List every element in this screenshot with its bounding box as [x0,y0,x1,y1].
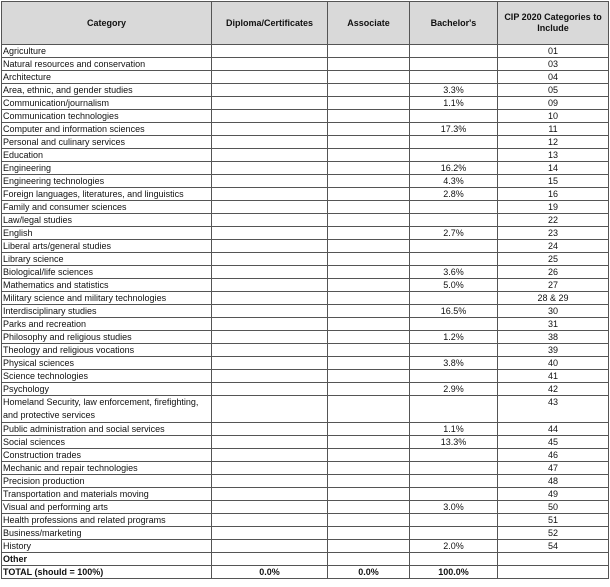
associate-cell [328,305,410,318]
category-cell: Architecture [2,71,212,84]
diploma-cell [212,253,328,266]
table-row [2,136,609,149]
bachelors-cell: 2.0% [410,540,498,553]
cip-code-cell: 22 [498,214,609,227]
bachelors-cell: 1.1% [410,423,498,436]
diploma-cell [212,527,328,540]
diploma-cell [212,45,328,58]
table-row [2,370,609,383]
cip-code-cell: 11 [498,123,609,136]
category-cell: Mathematics and statistics [2,279,212,292]
category-cell: Liberal arts/general studies [2,240,212,253]
cip-code-cell: 27 [498,279,609,292]
category-cell: Visual and performing arts [2,501,212,514]
table-row [2,475,609,488]
category-cell: Precision production [2,475,212,488]
category-cell: Foreign languages, literatures, and linguistics [2,188,212,201]
diploma-cell [212,110,328,123]
cip-code-cell: 51 [498,514,609,527]
diploma-cell [212,540,328,553]
associate-cell [328,279,410,292]
diploma-cell [212,227,328,240]
diploma-cell [212,514,328,527]
table-row [2,45,609,58]
bachelors-cell: 2.9% [410,383,498,396]
category-cell: Science technologies [2,370,212,383]
header-diploma: Diploma/Certificates [212,2,328,45]
table-row [2,201,609,214]
associate-cell [328,58,410,71]
cip-code-cell [498,553,609,566]
table-row [2,84,609,97]
diploma-cell [212,383,328,396]
table-row [2,240,609,253]
cip-code-cell: 04 [498,71,609,84]
diploma-cell [212,462,328,475]
category-cell: History [2,540,212,553]
category-cell: Biological/life sciences [2,266,212,279]
category-cell: Theology and religious vocations [2,344,212,357]
diploma-cell [212,318,328,331]
cip-code-cell: 46 [498,449,609,462]
table-row [2,214,609,227]
diploma-cell [212,188,328,201]
category-cell: Family and consumer sciences [2,201,212,214]
associate-cell [328,266,410,279]
category-cell: Other [2,553,212,566]
table-row [2,514,609,527]
bachelors-cell [410,475,498,488]
category-cell: Public administration and social services [2,423,212,436]
table-row [2,162,609,175]
diploma-cell [212,396,328,423]
table-row [2,97,609,110]
table-row [2,175,609,188]
table-row [2,527,609,540]
associate-cell [328,84,410,97]
table-row [2,396,609,423]
table-row [2,553,609,566]
bachelors-cell: 1.1% [410,97,498,110]
bachelors-cell: 2.8% [410,188,498,201]
cip-code-cell [498,566,609,579]
category-cell: Parks and recreation [2,318,212,331]
diploma-cell [212,305,328,318]
associate-cell [328,527,410,540]
bachelors-cell: 4.3% [410,175,498,188]
bachelors-cell [410,201,498,214]
associate-cell [328,396,410,423]
category-cell: Military science and military technologies [2,292,212,305]
category-cell: Personal and culinary services [2,136,212,149]
bachelors-cell [410,462,498,475]
associate-cell [328,162,410,175]
degree-category-table [1,1,609,579]
cip-code-cell: 50 [498,501,609,514]
associate-cell [328,344,410,357]
category-cell: Construction trades [2,449,212,462]
table-row [2,266,609,279]
bachelors-cell: 16.2% [410,162,498,175]
associate-cell [328,331,410,344]
category-cell: Interdisciplinary studies [2,305,212,318]
associate-cell [328,423,410,436]
cip-code-cell: 42 [498,383,609,396]
associate-cell [328,488,410,501]
bachelors-cell: 16.5% [410,305,498,318]
bachelors-cell [410,45,498,58]
associate-cell [328,292,410,305]
category-cell: Area, ethnic, and gender studies [2,84,212,97]
cip-code-cell: 01 [498,45,609,58]
cip-code-cell: 25 [498,253,609,266]
bachelors-cell [410,110,498,123]
table-row [2,292,609,305]
diploma-cell [212,58,328,71]
bachelors-cell [410,396,498,423]
category-cell: Transportation and materials moving [2,488,212,501]
cip-code-cell: 40 [498,357,609,370]
cip-code-cell: 43 [498,396,609,423]
associate-cell [328,240,410,253]
diploma-cell [212,84,328,97]
bachelors-cell [410,318,498,331]
table-row [2,383,609,396]
category-cell: Computer and information sciences [2,123,212,136]
diploma-cell [212,488,328,501]
table-row [2,123,609,136]
cip-code-cell: 54 [498,540,609,553]
table-row [2,110,609,123]
associate-cell: 0.0% [328,566,410,579]
associate-cell [328,188,410,201]
table-row [2,58,609,71]
cip-code-cell: 30 [498,305,609,318]
bachelors-cell [410,136,498,149]
diploma-cell [212,475,328,488]
bachelors-cell: 3.3% [410,84,498,97]
associate-cell [328,71,410,84]
diploma-cell [212,175,328,188]
category-cell: Social sciences [2,436,212,449]
cip-code-cell: 39 [498,344,609,357]
bachelors-cell [410,370,498,383]
category-cell: Communication/journalism [2,97,212,110]
category-cell: Law/legal studies [2,214,212,227]
header-bachelors: Bachelor's [410,2,498,45]
cip-code-cell: 19 [498,201,609,214]
diploma-cell [212,201,328,214]
bachelors-cell: 13.3% [410,436,498,449]
category-cell: Natural resources and conservation [2,58,212,71]
associate-cell [328,214,410,227]
category-cell: Engineering technologies [2,175,212,188]
cip-code-cell: 31 [498,318,609,331]
associate-cell [328,201,410,214]
cip-code-cell: 10 [498,110,609,123]
bachelors-cell [410,149,498,162]
bachelors-cell [410,71,498,84]
table-row [2,540,609,553]
category-cell: Physical sciences [2,357,212,370]
table-row [2,423,609,436]
category-cell: TOTAL (should = 100%) [2,566,212,579]
bachelors-cell: 3.6% [410,266,498,279]
bachelors-cell [410,553,498,566]
bachelors-cell: 2.7% [410,227,498,240]
cip-code-cell: 49 [498,488,609,501]
header-category: Category [2,2,212,45]
associate-cell [328,357,410,370]
cip-code-cell: 05 [498,84,609,97]
diploma-cell [212,149,328,162]
bachelors-cell [410,240,498,253]
cip-code-cell: 52 [498,527,609,540]
category-cell: Business/marketing [2,527,212,540]
diploma-cell [212,501,328,514]
diploma-cell [212,553,328,566]
diploma-cell [212,240,328,253]
diploma-cell [212,162,328,175]
diploma-cell [212,344,328,357]
bachelors-cell: 17.3% [410,123,498,136]
diploma-cell [212,136,328,149]
header-cip: CIP 2020 Categories to Include [498,2,609,45]
diploma-cell [212,71,328,84]
associate-cell [328,227,410,240]
cip-code-cell: 38 [498,331,609,344]
category-cell: English [2,227,212,240]
category-cell: Psychology [2,383,212,396]
table-row [2,357,609,370]
associate-cell [328,449,410,462]
table-row [2,279,609,292]
diploma-cell [212,331,328,344]
associate-cell [328,383,410,396]
table-row [2,71,609,84]
associate-cell [328,370,410,383]
cip-code-cell: 14 [498,162,609,175]
cip-code-cell: 48 [498,475,609,488]
cip-code-cell: 12 [498,136,609,149]
associate-cell [328,97,410,110]
cip-code-cell: 15 [498,175,609,188]
associate-cell [328,318,410,331]
diploma-cell [212,449,328,462]
bachelors-cell: 3.0% [410,501,498,514]
diploma-cell [212,214,328,227]
associate-cell [328,475,410,488]
category-cell: Mechanic and repair technologies [2,462,212,475]
table-row [2,149,609,162]
table-header-row [2,2,609,45]
category-cell: Homeland Security, law enforcement, firefighting, and protective services [2,396,212,423]
cip-code-cell: 24 [498,240,609,253]
associate-cell [328,501,410,514]
bachelors-cell [410,344,498,357]
category-cell: Library science [2,253,212,266]
cip-code-cell: 16 [498,188,609,201]
diploma-cell [212,423,328,436]
cip-code-cell: 45 [498,436,609,449]
bachelors-cell [410,514,498,527]
bachelors-cell [410,527,498,540]
table-row [2,566,609,579]
table-row [2,305,609,318]
table-row [2,253,609,266]
associate-cell [328,110,410,123]
header-associate: Associate [328,2,410,45]
cip-code-cell: 26 [498,266,609,279]
table-row [2,318,609,331]
cip-code-cell: 41 [498,370,609,383]
associate-cell [328,175,410,188]
associate-cell [328,462,410,475]
category-cell: Communication technologies [2,110,212,123]
diploma-cell [212,123,328,136]
cip-code-cell: 13 [498,149,609,162]
table-row [2,462,609,475]
associate-cell [328,253,410,266]
bachelors-cell: 100.0% [410,566,498,579]
associate-cell [328,45,410,58]
associate-cell [328,436,410,449]
table-row [2,488,609,501]
associate-cell [328,540,410,553]
bachelors-cell: 5.0% [410,279,498,292]
diploma-cell [212,292,328,305]
associate-cell [328,514,410,527]
diploma-cell [212,279,328,292]
bachelors-cell [410,214,498,227]
category-cell: Education [2,149,212,162]
bachelors-cell [410,488,498,501]
associate-cell [328,553,410,566]
category-cell: Philosophy and religious studies [2,331,212,344]
cip-code-cell: 28 & 29 [498,292,609,305]
bachelors-cell: 3.8% [410,357,498,370]
bachelors-cell [410,449,498,462]
category-cell: Agriculture [2,45,212,58]
diploma-cell [212,370,328,383]
category-cell: Engineering [2,162,212,175]
bachelors-cell [410,292,498,305]
bachelors-cell [410,253,498,266]
bachelors-cell [410,58,498,71]
cip-code-cell: 03 [498,58,609,71]
category-cell: Health professions and related programs [2,514,212,527]
cip-code-cell: 09 [498,97,609,110]
diploma-cell [212,97,328,110]
table-row [2,449,609,462]
table-row [2,436,609,449]
table-row [2,331,609,344]
table-body [2,45,609,579]
table-row [2,501,609,514]
diploma-cell [212,357,328,370]
diploma-cell: 0.0% [212,566,328,579]
table-row [2,188,609,201]
cip-code-cell: 23 [498,227,609,240]
cip-code-cell: 44 [498,423,609,436]
diploma-cell [212,266,328,279]
diploma-cell [212,436,328,449]
cip-code-cell: 47 [498,462,609,475]
table-row [2,344,609,357]
associate-cell [328,123,410,136]
table-row [2,227,609,240]
associate-cell [328,149,410,162]
associate-cell [328,136,410,149]
bachelors-cell: 1.2% [410,331,498,344]
